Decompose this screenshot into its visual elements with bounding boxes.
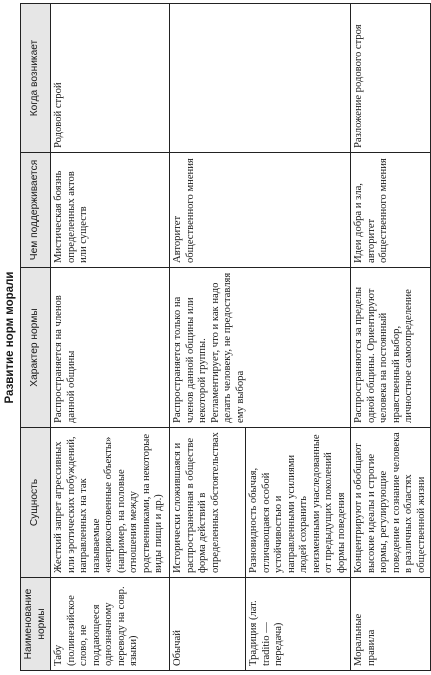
table-row xyxy=(351,4,431,671)
cell-essence: Концентрируют и обобщают высокие идеалы и строгие нормы, регулирующие поведение и сознание человека в различных областях общественной жизни xyxy=(351,428,431,578)
cell-origin xyxy=(170,4,351,153)
cell-character: Распространяются за пределы одной общины. Ориентируют человека на постоянный нравственный выбор, личностное самоопределение xyxy=(351,268,431,428)
table-header-row xyxy=(21,4,51,671)
norms-table xyxy=(20,3,431,671)
cell-essence: Исторически сложившаяся и распространенная в обществе форма действий в определенных обстоятельствах xyxy=(170,428,246,578)
cell-essence: Жесткий запрет агрессивных или эротических побуждений, направленных на так называемые «неприкосновенные объекты» (например, на половые отношения между родственниками, на некоторые виды пищи и др.) xyxy=(51,428,170,578)
table-row xyxy=(170,4,246,671)
cell-name: Обычай xyxy=(170,578,246,671)
cell-name: Табу (полинезийское слово, не поддающееся однозначному переводу на совр. языки) xyxy=(51,578,170,671)
header-support: Чем поддерживается xyxy=(21,153,51,268)
cell-support: Авторитет общественного мнения xyxy=(170,153,351,268)
header-origin: Когда возникает xyxy=(21,4,51,153)
cell-name: Традиция (лат. traditio — передача) xyxy=(246,578,351,671)
cell-character: Распространяется только на членов данной общины или некоторой группы. Регламентирует, что и как надо делать человеку, не предоставляя ему выбора xyxy=(170,268,351,428)
cell-character: Распространяется на членов данной общины xyxy=(51,268,170,428)
cell-support: Мистическая боязнь определенных актов или существ xyxy=(51,153,170,268)
cell-support: Идеи добра и зла, авторитет общественного мнения xyxy=(351,153,431,268)
page-title: Развитие норм морали xyxy=(4,271,16,404)
cell-origin: Разложение родового строя xyxy=(351,4,431,153)
table-row xyxy=(51,4,170,671)
cell-origin: Родовой строй xyxy=(51,4,170,153)
cell-name: Моральные правила xyxy=(351,578,431,671)
cell-essence: Разновидность обычая, отличающаяся особой устойчивостью и направленными усилиями людей сохранить неизменными унаследованные от предыдущих поколений формы поведения xyxy=(246,428,351,578)
header-character: Характер нормы xyxy=(21,268,51,428)
header-name: Наименование нормы xyxy=(21,578,51,671)
header-essence: Сущность xyxy=(21,428,51,578)
